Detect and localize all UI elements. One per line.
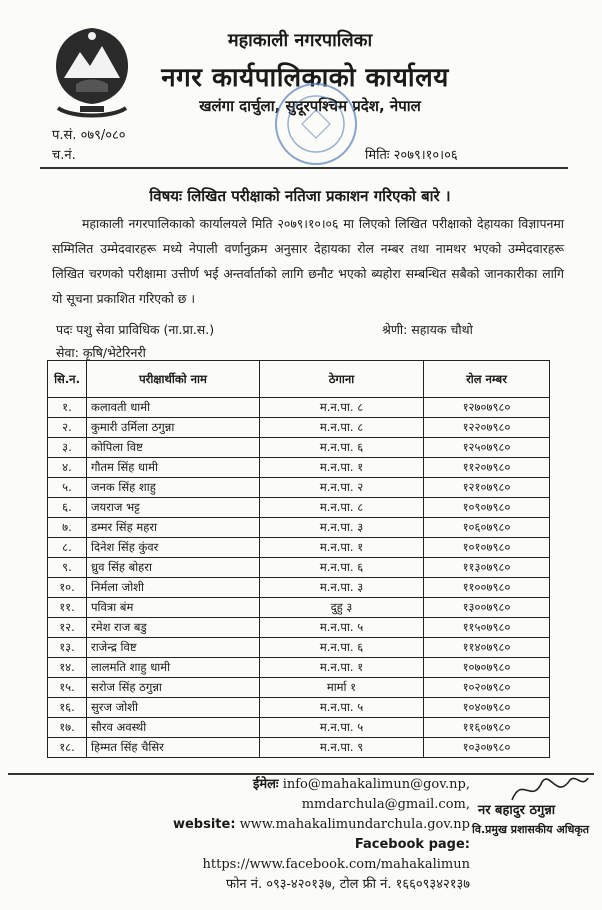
row-address: म.न.पा. ८ [260, 498, 424, 518]
row-name: लालमति शाहु धामी [87, 658, 260, 678]
row-address: म.न.पा. ८ [260, 398, 424, 418]
row-roll: ११४०७९८० [424, 638, 550, 658]
table-row [48, 658, 550, 678]
row-name: सरोज सिंह ठगुन्ना [87, 678, 260, 698]
row-roll: १२१०७९८० [424, 478, 550, 498]
notice-body: महाकाली नगरपालिकाको कार्यालयले मिति २०७९।१०।०६ मा लिएको लिखित परीक्षाको देहायका विज्ञापनमा सम्मिलित उम्मेदवारहरू मध्ये नेपाली वर्णानुक्रम अनुसार देहायका रोल नम्बर तथा नामथर भएको उम्मेदवारहरू लिखित चरणको परीक्षामा उत्तीर्ण भई अन्तर्वार्ताको लागि छनौट भएको ब्यहोरा सम्बन्धित सबैको जानकारीका लागि यो सूचना प्रकाशित गरिएको छ । [52, 216, 564, 306]
row-roll: १०२०७९८० [424, 678, 550, 698]
facebook-label: Facebook page: [354, 837, 470, 852]
table-row [48, 638, 550, 658]
row-name: हिम्मत सिंह चैसिर [87, 738, 260, 758]
results-table [47, 360, 550, 758]
row-roll: १०६०७९८० [424, 518, 550, 538]
row-address: मार्मा १ [260, 678, 424, 698]
row-roll: ११५०७९८० [424, 618, 550, 638]
row-serial: ३. [48, 438, 87, 458]
row-serial: ८. [48, 538, 87, 558]
row-roll: ११६०७९८० [424, 718, 550, 738]
row-address: म.न.पा. ५ [260, 698, 424, 718]
row-serial: १७. [48, 718, 87, 738]
table-row [48, 558, 550, 578]
header-roll: रोल नम्बर [424, 361, 550, 398]
notice-subject: विषयः लिखित परीक्षाको नतिजा प्रकाशन गरिएको बारे । [149, 187, 451, 205]
row-name: गौतम सिंह धामी [87, 458, 260, 478]
table-row [48, 678, 550, 698]
row-roll: १०४०७९८० [424, 698, 550, 718]
row-roll: १०३०७९८० [424, 738, 550, 758]
row-name: सौरव अवस्थी [87, 718, 260, 738]
website-label: website: [172, 817, 236, 832]
row-serial: १०. [48, 578, 87, 598]
row-name: जयराज भट्ट [87, 498, 260, 518]
row-serial: १४. [48, 658, 87, 678]
table-row [48, 458, 550, 478]
row-name: रमेश राज बडु [87, 618, 260, 638]
row-serial: १३. [48, 638, 87, 658]
signatory-title: वि.प्रमुख प्रशासकीय अधिकृत [472, 823, 590, 836]
row-serial: १. [48, 398, 87, 418]
row-roll: १२५०७९८० [424, 438, 550, 458]
website-link[interactable]: www.mahakalimundarchula.gov.np [239, 817, 470, 832]
dispatch-number: च.नं. [52, 148, 76, 163]
row-serial: १८. [48, 738, 87, 758]
row-name: कुमारी उर्मिला ठगुन्ना [87, 418, 260, 438]
row-serial: १५. [48, 678, 87, 698]
row-serial: ९. [48, 558, 87, 578]
row-address: दुहु ३ [260, 598, 424, 618]
table-row [48, 498, 550, 518]
row-serial: ११. [48, 598, 87, 618]
municipality-name: महाकाली नगरपालिका [227, 30, 373, 51]
table-row [48, 538, 550, 558]
table-row [48, 398, 550, 418]
row-address: म.न.पा. ६ [260, 438, 424, 458]
row-address: म.न.पा. ५ [260, 718, 424, 738]
row-roll: १०१०७९८० [424, 538, 550, 558]
table-row [48, 418, 550, 438]
row-address: म.न.पा. ८ [260, 418, 424, 438]
row-address: म.न.पा. २ [260, 478, 424, 498]
office-stamp [272, 80, 360, 168]
row-name: कलावती धामी [87, 398, 260, 418]
nepal-emblem-logo [50, 22, 134, 120]
table-row [48, 698, 550, 718]
row-name: निर्मला जोशी [87, 578, 260, 598]
facebook-line [100, 835, 470, 875]
row-address: म.न.पा. ५ [260, 618, 424, 638]
post-title: पदः पशु सेवा प्राविधिक (ना.प्रा.स.) [56, 322, 215, 337]
row-address: म.न.पा. १ [260, 658, 424, 678]
row-name: राजेन्द्र विष्ट [87, 638, 260, 658]
table-row [48, 618, 550, 638]
table-row [48, 718, 550, 738]
table-row [48, 478, 550, 498]
row-name: पवित्रा बंम [87, 598, 260, 618]
row-serial: ६. [48, 498, 87, 518]
contact-footer [100, 775, 470, 895]
grade-level: श्रेणी: सहायक चौथो [382, 322, 473, 337]
header-name: परीक्षार्थीको नाम [87, 361, 260, 398]
row-roll: ११३०७९८० [424, 558, 550, 578]
office-address: खलंगा दार्चुला, सुदूरपश्चिम प्रदेश, नेपाल [199, 97, 421, 115]
row-roll: १२२०७९८० [424, 418, 550, 438]
row-serial: ७. [48, 518, 87, 538]
header-address: ठेगाना [260, 361, 424, 398]
row-address: म.न.पा. ६ [260, 558, 424, 578]
row-roll: ११२०७९८० [424, 458, 550, 478]
table-header-row [48, 361, 550, 398]
email-text[interactable]: info@mahakalimun@gov.np, mmdarchula@gmail.com, [282, 777, 470, 812]
row-name: कोपिला विष्ट [87, 438, 260, 458]
row-roll: १०९०७९८० [424, 498, 550, 518]
table-row [48, 518, 550, 538]
phone-line: फोन नं. ०९३-४२०१३७, टोल फ्री नं. १६६०९३४२१३७ [226, 877, 470, 892]
row-name: डम्मर सिंह महरा [87, 518, 260, 538]
table-row [48, 598, 550, 618]
row-name: सुरज जोशी [87, 698, 260, 718]
header-serial: सि.न. [48, 361, 87, 398]
service-group: सेवा: कृषि/भेटेरिनरी [56, 345, 146, 360]
row-name: ध्रुव सिंह बोहरा [87, 558, 260, 578]
row-serial: २. [48, 418, 87, 438]
row-address: म.न.पा. ३ [260, 518, 424, 538]
row-name: जनक सिंह शाहु [87, 478, 260, 498]
row-roll: ११००७९८० [424, 578, 550, 598]
row-roll: १०७०७९८० [424, 658, 550, 678]
website-line [100, 815, 470, 835]
row-address: म.न.पा. ९ [260, 738, 424, 758]
reference-number: प.सं. ०७९/०८० [52, 128, 126, 143]
row-serial: ४. [48, 458, 87, 478]
row-serial: ५. [48, 478, 87, 498]
email-line [100, 775, 470, 815]
signatory-name: नर बहादुर ठगुन्ना [478, 803, 556, 818]
facebook-link[interactable]: https://www.facebook.com/mahakalimun [202, 857, 470, 872]
header-divider [40, 167, 568, 169]
table-row [48, 578, 550, 598]
row-address: म.न.पा. ६ [260, 638, 424, 658]
row-serial: १६. [48, 698, 87, 718]
office-name: नगर कार्यपालिकाको कार्यालय [161, 63, 449, 93]
table-row [48, 438, 550, 458]
email-label: ईमेलः [252, 777, 279, 792]
row-address: म.न.पा. ३ [260, 578, 424, 598]
row-address: म.न.पा. १ [260, 458, 424, 478]
row-serial: १२. [48, 618, 87, 638]
issue-date: मितिः २०७९।१०।०६ [365, 148, 458, 163]
row-roll: १२७०७९८० [424, 398, 550, 418]
row-name: दिनेश सिंह कुंवर [87, 538, 260, 558]
table-row [48, 738, 550, 758]
row-address: म.न.पा. १ [260, 538, 424, 558]
row-roll: १३००७९८० [424, 598, 550, 618]
